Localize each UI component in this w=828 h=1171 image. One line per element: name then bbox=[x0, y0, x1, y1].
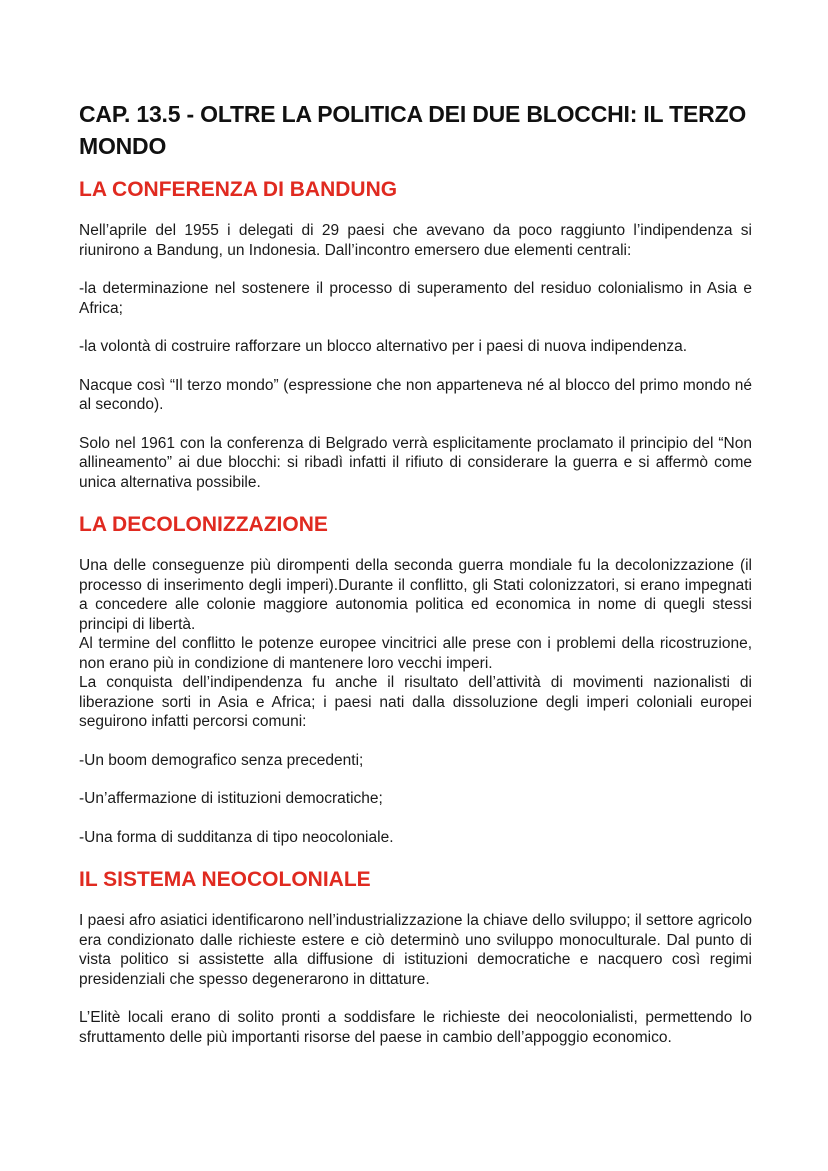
page-title: CAP. 13.5 - OLTRE LA POLITICA DEI DUE BLOCCHI: IL TERZO MONDO bbox=[79, 101, 747, 159]
list-item: -Un boom demografico senza precedenti; bbox=[79, 751, 364, 769]
section-heading-neocoloniale: IL SISTEMA NEOCOLONIALE bbox=[79, 868, 371, 891]
list-item: -Una forma di sudditanza di tipo neocoloniale. bbox=[79, 828, 394, 846]
paragraph: Una delle conseguenze più dirompenti della seconda guerra mondiale fu la decolonizzazione (il processo di inserimento degli imperi).Durante il conflitto, gli Stati colonizzatori, si erano impegnati a concedere alle colonie maggiore autonomia politica ed economica in nome di quegli stessi principi di libertà. bbox=[79, 557, 752, 633]
paragraph: -la volontà di costruire rafforzare un blocco alternativo per i paesi di nuova indipendenza. bbox=[79, 338, 688, 355]
paragraph: I paesi afro asiatici identificarono nell’industrializzazione la chiave dello sviluppo; il settore agricolo era condizionato dalle richieste estere e ciò determinò uno sviluppo monoculturale. Dal punto di vista politico si assistette alla diffusione di istituzioni democratiche e nacquero così regimi presidenziali che spesso degenerarono in dittature. bbox=[79, 912, 752, 988]
section-decolonizzazione bbox=[79, 511, 752, 847]
paragraph: -la determinazione nel sostenere il processo di superamento del residuo colonialismo in Asia e Africa; bbox=[79, 280, 752, 317]
list-item: -Un’affermazione di istituzioni democratiche; bbox=[79, 790, 383, 807]
section-conferenza-bandung bbox=[79, 176, 752, 492]
paragraph: Al termine del conflitto le potenze europee vincitrici alle prese con i problemi della ricostruzione, non erano più in condizione di mantenere loro vecchi imperi. bbox=[79, 635, 752, 672]
paragraph: Nell’aprile del 1955 i delegati di 29 paesi che avevano da poco raggiunto l’indipendenza si riunirono a Bandung, un Indonesia. Dall’incontro emersero due elementi centrali: bbox=[79, 222, 752, 259]
section-heading-bandung: LA CONFERENZA DI BANDUNG bbox=[79, 178, 398, 201]
section-sistema-neocoloniale bbox=[79, 866, 752, 1047]
paragraph: La conquista dell’indipendenza fu anche il risultato dell’attività di movimenti nazionalisti di liberazione sorti in Asia e Africa; i paesi nati dalla dissoluzione degli imperi coloniali europei seguirono infatti percorsi comuni: bbox=[79, 674, 752, 730]
paragraph: Nacque così “Il terzo mondo” (espressione che non apparteneva né al blocco del primo mondo né al secondo). bbox=[79, 376, 752, 413]
paragraph: Solo nel 1961 con la conferenza di Belgrado verrà esplicitamente proclamato il principio del “Non allineamento” ai due blocchi: si ribadì infatti il rifiuto di considerare la guerra e si affermò come unica alternativa possibile. bbox=[79, 434, 752, 491]
paragraph: L’Elitè locali erano di solito pronti a soddisfare le richieste dei neocolonialisti, permettendo lo sfruttamento delle più importanti risorse del paese in cambio dell’appoggio economico. bbox=[79, 1009, 752, 1046]
section-heading-decolonizzazione: LA DECOLONIZZAZIONE bbox=[79, 513, 328, 536]
